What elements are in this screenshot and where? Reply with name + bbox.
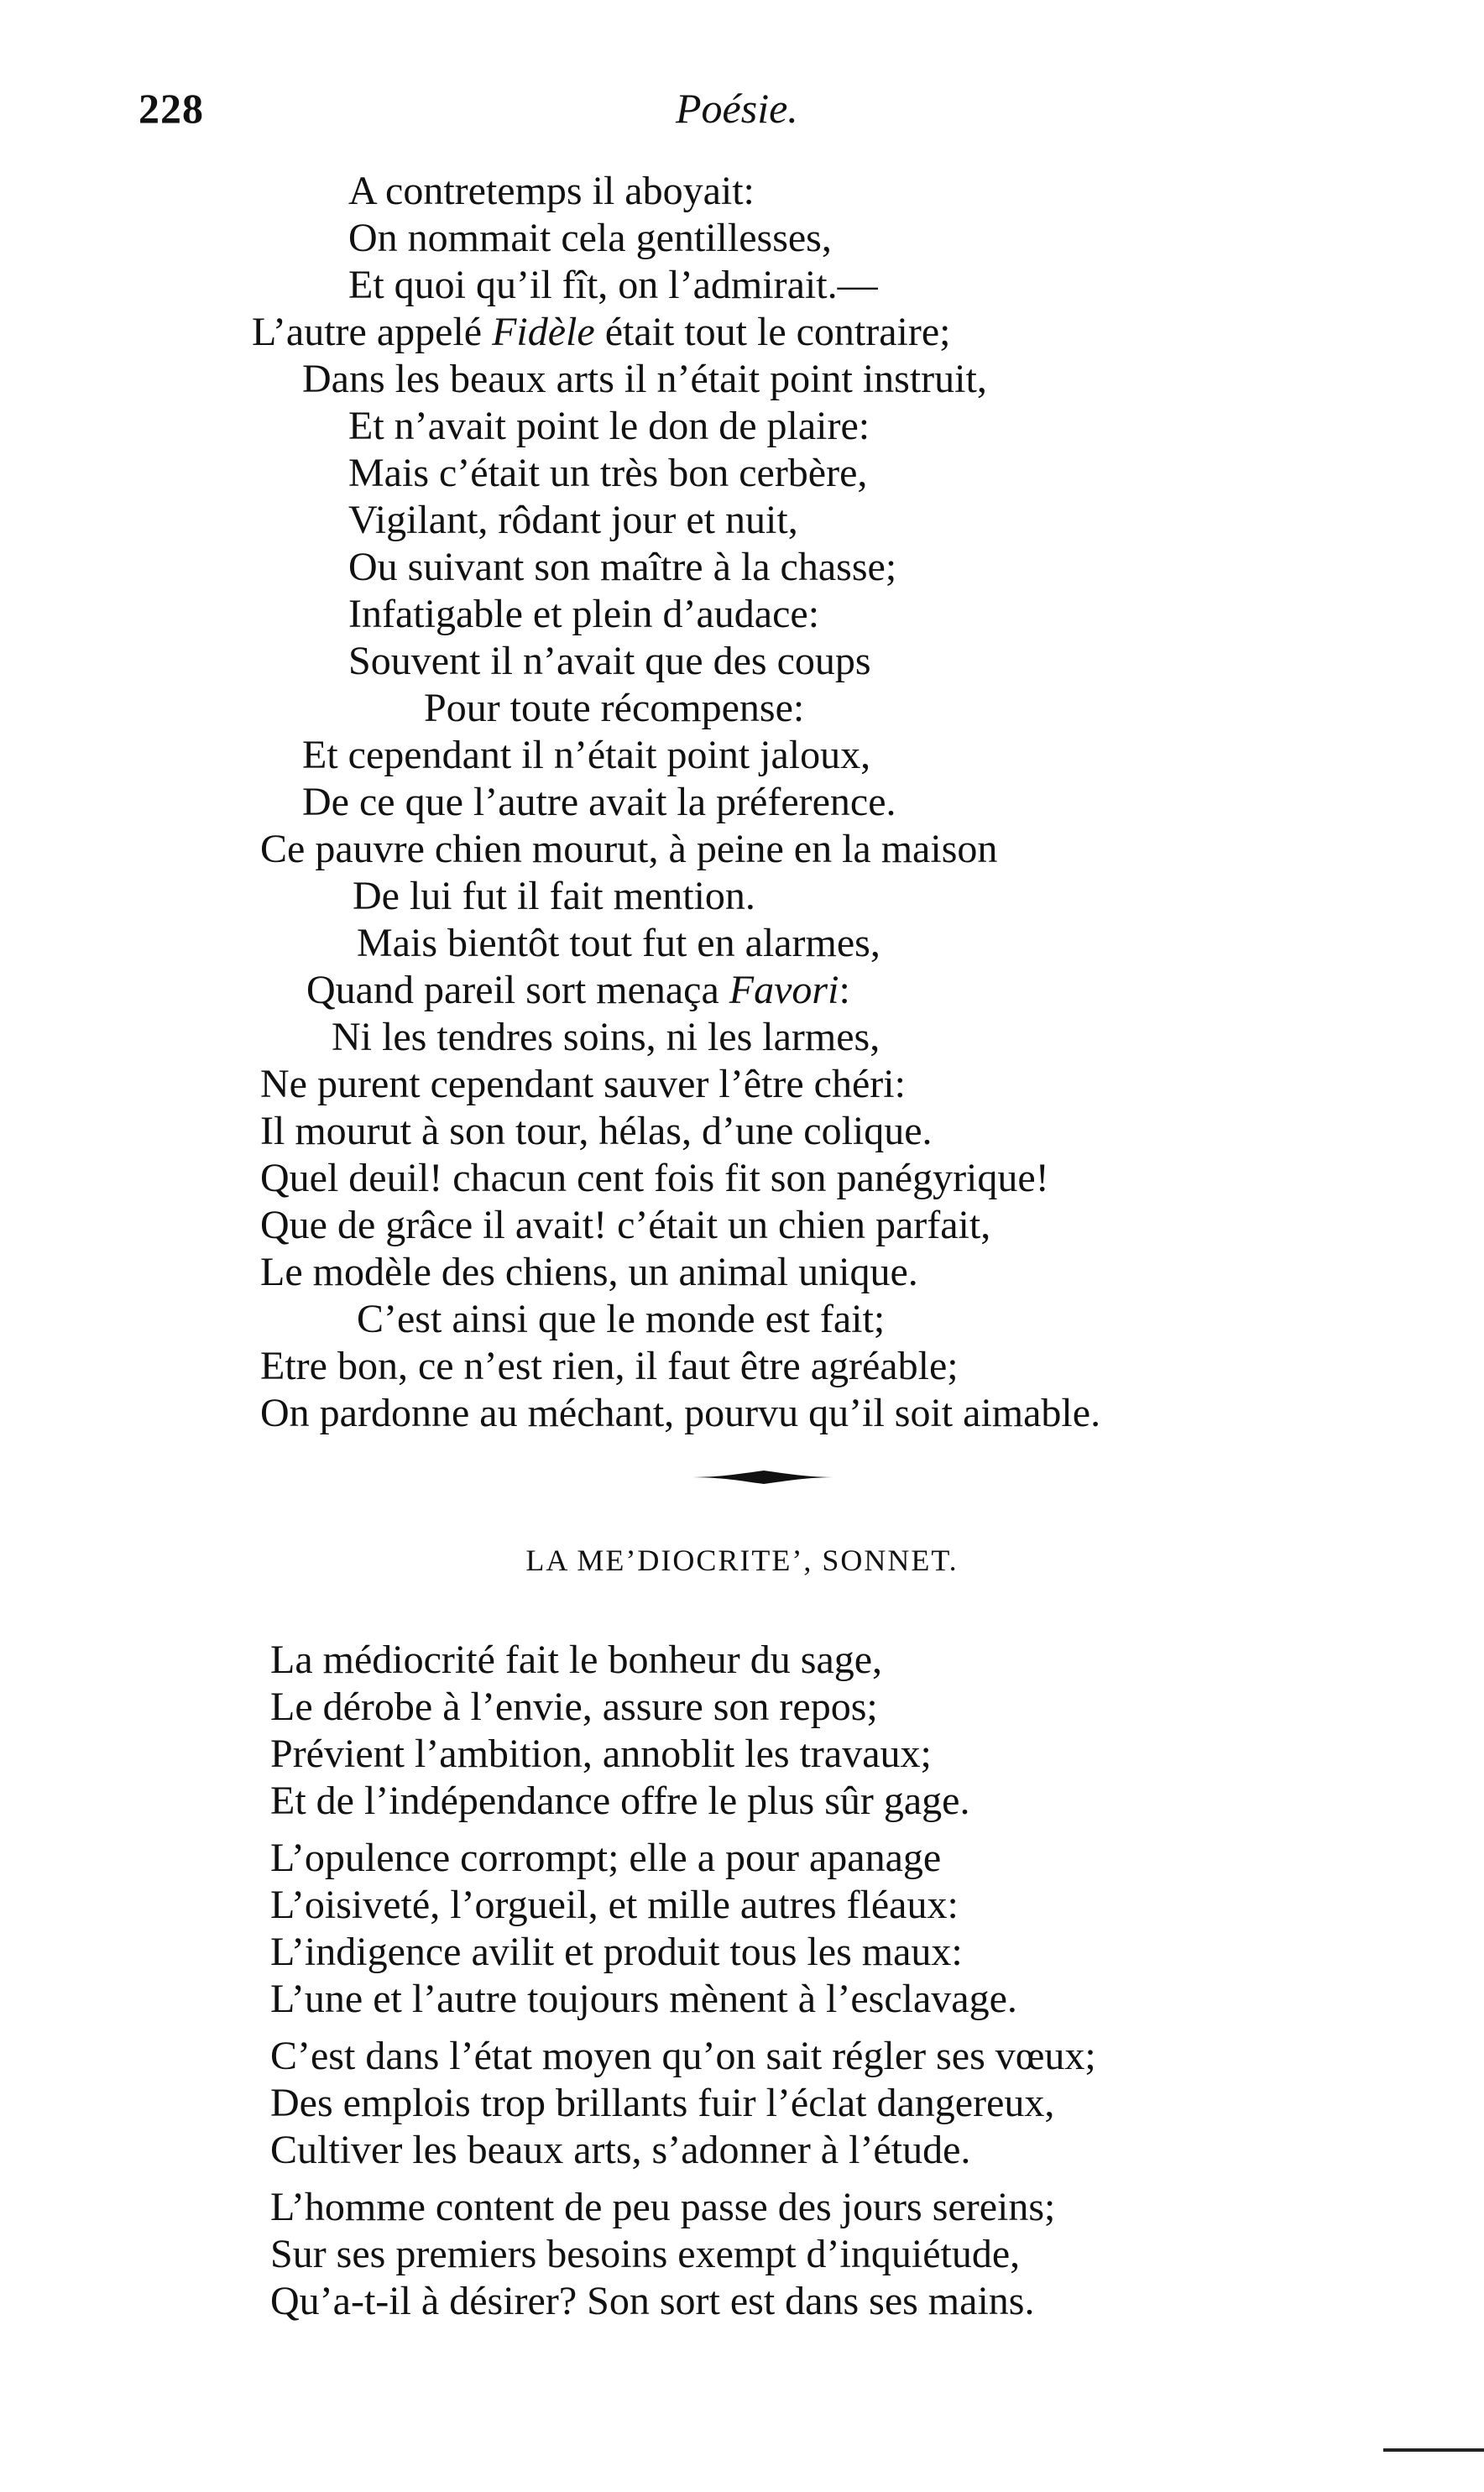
poem-line: Etre bon, ce n’est rien, il faut être agréable; [260,1344,959,1388]
poem-line-text: L’autre appelé [252,310,493,354]
poem-name-favori: Favori [729,968,839,1012]
section-title: LA ME’DIOCRITE’, SONNET. [525,1544,959,1577]
poem-line: Que de grâce il avait! c’était un chien parfait, [260,1203,991,1247]
poem-line: De ce que l’autre avait la préference. [302,780,896,824]
sonnet-line: L’indigence avilit et produit tous les maux: [270,1930,963,1974]
page-number: 228 [138,85,204,132]
poem-line: Mais bientôt tout fut en alarmes, [357,921,880,965]
poem-line: Infatigable et plein d’audace: [348,592,820,636]
poem-line: Le modèle des chiens, un animal unique. [260,1250,918,1294]
running-title: Poésie. [676,85,798,132]
poem-line: Et n’avait point le don de plaire: [348,404,870,448]
poem-line: Souvent il n’avait que des coups [348,639,871,683]
sonnet-line: L’une et l’autre toujours mènent à l’esclavage. [270,1977,1017,2021]
poem-line: Pour toute récompense: [424,686,805,730]
sonnet-line: Le dérobe à l’envie, assure son repos; [270,1685,878,1729]
poem-line: Dans les beaux arts il n’était point instruit, [302,357,987,401]
poem-line: On pardonne au méchant, pourvu qu’il soit aimable. [260,1391,1101,1435]
poem-line: On nommait cela gentillesses, [348,216,832,260]
poem-line: Et quoi qu’il fît, on l’admirait.— [348,263,878,307]
poem-line: Il mourut à son tour, hélas, d’une colique. [260,1109,933,1153]
poem-line: Ni les tendres soins, ni les larmes, [332,1015,880,1059]
sonnet-line: L’homme content de peu passe des jours sereins; [270,2185,1056,2229]
poem-line: Vigilant, rôdant jour et nuit, [348,498,798,542]
poem-line: Ne purent cependant sauver l’être chéri: [260,1062,906,1106]
page-header [138,84,1314,134]
poem-line: A contretemps il aboyait: [348,169,755,213]
sonnet-line: C’est dans l’état moyen qu’on sait régler ses vœux; [270,2034,1096,2078]
sonnet-line: Sur ses premiers besoins exempt d’inquiétude, [270,2232,1021,2276]
poem-line: De lui fut il fait mention. [353,874,755,918]
poem-line: C’est ainsi que le monde est fait; [357,1297,886,1341]
poem-line: L’autre appelé Fidèle était tout le contraire; [252,310,951,354]
ornament-divider [688,1467,839,1487]
poem-line: Ou suivant son maître à la chasse; [348,545,897,589]
sonnet-line: Prévient l’ambition, annoblit les travaux; [270,1732,932,1776]
sonnet-line: La médiocrité fait le bonheur du sage, [270,1638,883,1682]
poem-name-fidele: Fidèle [492,310,595,354]
sonnet-line: L’opulence corrompt; elle a pour apanage [270,1836,942,1880]
poem-line: Ce pauvre chien mourut, à peine en la maison [260,827,998,871]
sonnet-line: Qu’a-t-il à désirer? Son sort est dans ses mains. [270,2279,1035,2323]
poem-line: Et cependant il n’était point jaloux, [302,733,871,777]
poem-line: Quand pareil sort menaça Favori: [306,968,850,1012]
footer-rule [1383,2448,1484,2452]
sonnet-line: Des emplois trop brillants fuir l’éclat dangereux, [270,2081,1055,2125]
poem-line: Quel deuil! chacun cent fois fit son panégyrique! [260,1156,1049,1200]
sonnet-line: L’oisiveté, l’orgueil, et mille autres fléaux: [270,1883,959,1927]
sonnet-line: Et de l’indépendance offre le plus sûr gage. [270,1779,970,1823]
sonnet-line: Cultiver les beaux arts, s’adonner à l’étude. [270,2128,971,2172]
poem-line: Mais c’était un très bon cerbère, [348,451,868,495]
